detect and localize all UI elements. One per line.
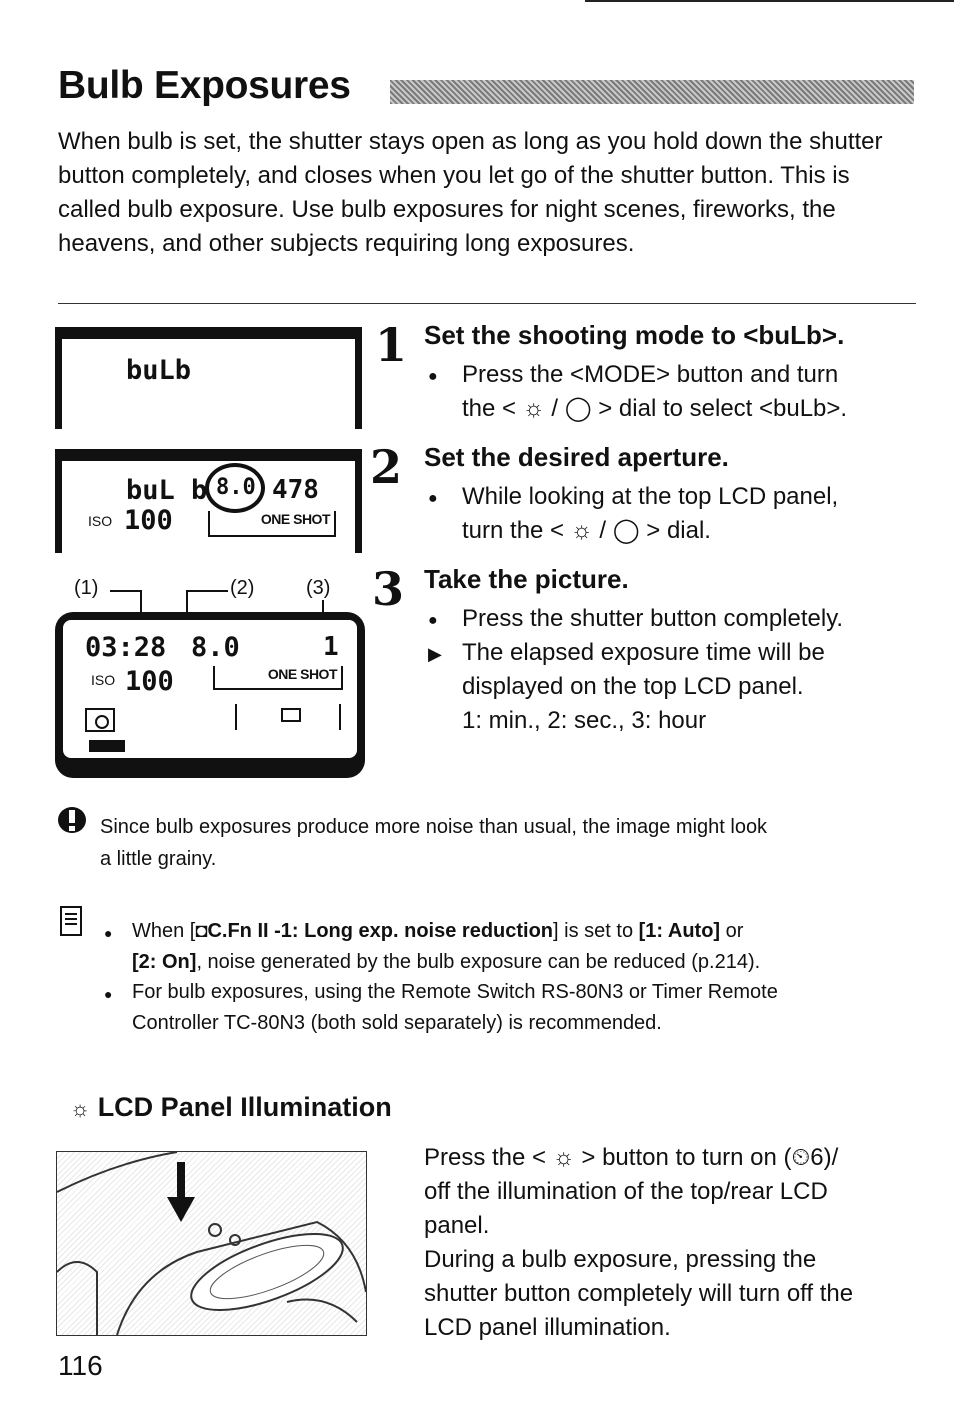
section-rule (58, 303, 916, 304)
step-3-line-1: Press the shutter button completely. (462, 605, 844, 632)
camera-icon: ◘ (195, 920, 208, 942)
step-2-line-2: turn the < ☼ / ◯ > dial. (462, 517, 711, 544)
step-3-line-3: displayed on the top LCD panel. (462, 673, 804, 700)
page-number: 116 (58, 1350, 103, 1381)
bullet-icon: ● (428, 612, 438, 629)
step-3-line-2: The elapsed exposure time will be (462, 639, 825, 666)
step-3-line-4: 1: min., 2: sec., 3: hour (462, 707, 707, 734)
bullet-icon: ● (428, 368, 438, 385)
lcd-mode-text: buL b (126, 475, 208, 506)
step-2-line-1: While looking at the top LCD panel, (462, 483, 839, 510)
lcd-aperture: 8.0 (191, 632, 240, 663)
lcd-panel-1 (55, 327, 362, 429)
label-3: (3) (306, 577, 331, 599)
step-1-line-1: Press the <MODE> button and turn (462, 361, 839, 388)
illumination-icon: ☼ (70, 1096, 91, 1121)
caution-line-1: Since bulb exposures produce more noise than usual, the image might look (100, 816, 768, 838)
iso-label: ISO (91, 672, 116, 688)
label-2: (2) (230, 577, 255, 599)
step-3-title: Take the picture. (424, 564, 629, 594)
bullet-icon: ● (104, 925, 113, 941)
title-decor-bar (390, 80, 914, 104)
iso-label: ISO (88, 513, 113, 529)
note-icon (60, 906, 82, 936)
note-1: When [◘C.Fn II -1: Long exp. noise reduction] is set to [1: Auto] or [2: On], noise generated by the bulb exposure can be reduced (p.214). (132, 920, 761, 973)
elapsed-hours: 1 (323, 632, 339, 662)
lcd-panel-3 (55, 612, 365, 778)
lcd-aperture: 8.0 (216, 475, 256, 500)
step-2-title: Set the desired aperture. (424, 442, 729, 472)
caution-icon (56, 805, 88, 835)
bullet-icon: ● (428, 490, 438, 507)
iso-value: 100 (124, 505, 173, 536)
step-1-number: 1 (375, 318, 408, 372)
elapsed-time: 03:28 (85, 632, 167, 663)
step-3-number: 3 (372, 562, 405, 616)
intro-paragraph: When bulb is set, the shutter stays open as long as you hold down the shutter button completely, and closes when you let go of the shutter button. This is called bulb exposure. Use bulb exposures for night scenes, fireworks, the heavens, and other subjects requiring long exposures. (58, 128, 883, 257)
step-1-line-2: the < ☼ / ◯ > dial to select <buLb>. (462, 395, 848, 422)
caution-text (100, 811, 900, 875)
illumination-paragraph: Press the < ☼ > button to turn on (⏲6)/ off the illumination of the top/rear LCD panel. During a bulb exposure, pressing the shutter button completely will turn off the LCD panel illumination. (424, 1144, 854, 1341)
af-mode-oneshot: ONE SHOT (213, 666, 343, 690)
camera-top-photo (56, 1151, 367, 1336)
step-1-title: Set the shooting mode to <buLb>. (424, 320, 845, 350)
lcd-panel-2 (55, 449, 362, 553)
lcd-shots-remaining: 478 (272, 475, 319, 505)
note-2: For bulb exposures, using the Remote Switch RS-80N3 or Timer Remote Controller TC-80N3 (both sold separately) is recommended. (132, 981, 778, 1034)
af-mode-oneshot: ONE SHOT (208, 511, 336, 537)
label-1: (1) (74, 577, 99, 599)
section-heading: ☼ LCD Panel Illumination (70, 1092, 392, 1122)
caution-line-2: a little grainy. (100, 848, 217, 870)
title-row (58, 62, 918, 116)
battery-icon (89, 740, 125, 752)
arrow-bullet-icon: ▶ (428, 644, 442, 664)
lcd-mode-text: buLb (126, 355, 192, 386)
bullet-icon: ● (104, 986, 113, 1002)
drive-mode-icon (235, 704, 341, 730)
iso-value: 100 (125, 666, 174, 697)
page-title: Bulb Exposures (58, 64, 351, 107)
top-rule (585, 0, 954, 2)
step-2-number: 2 (370, 440, 403, 494)
metering-icon (85, 708, 115, 732)
